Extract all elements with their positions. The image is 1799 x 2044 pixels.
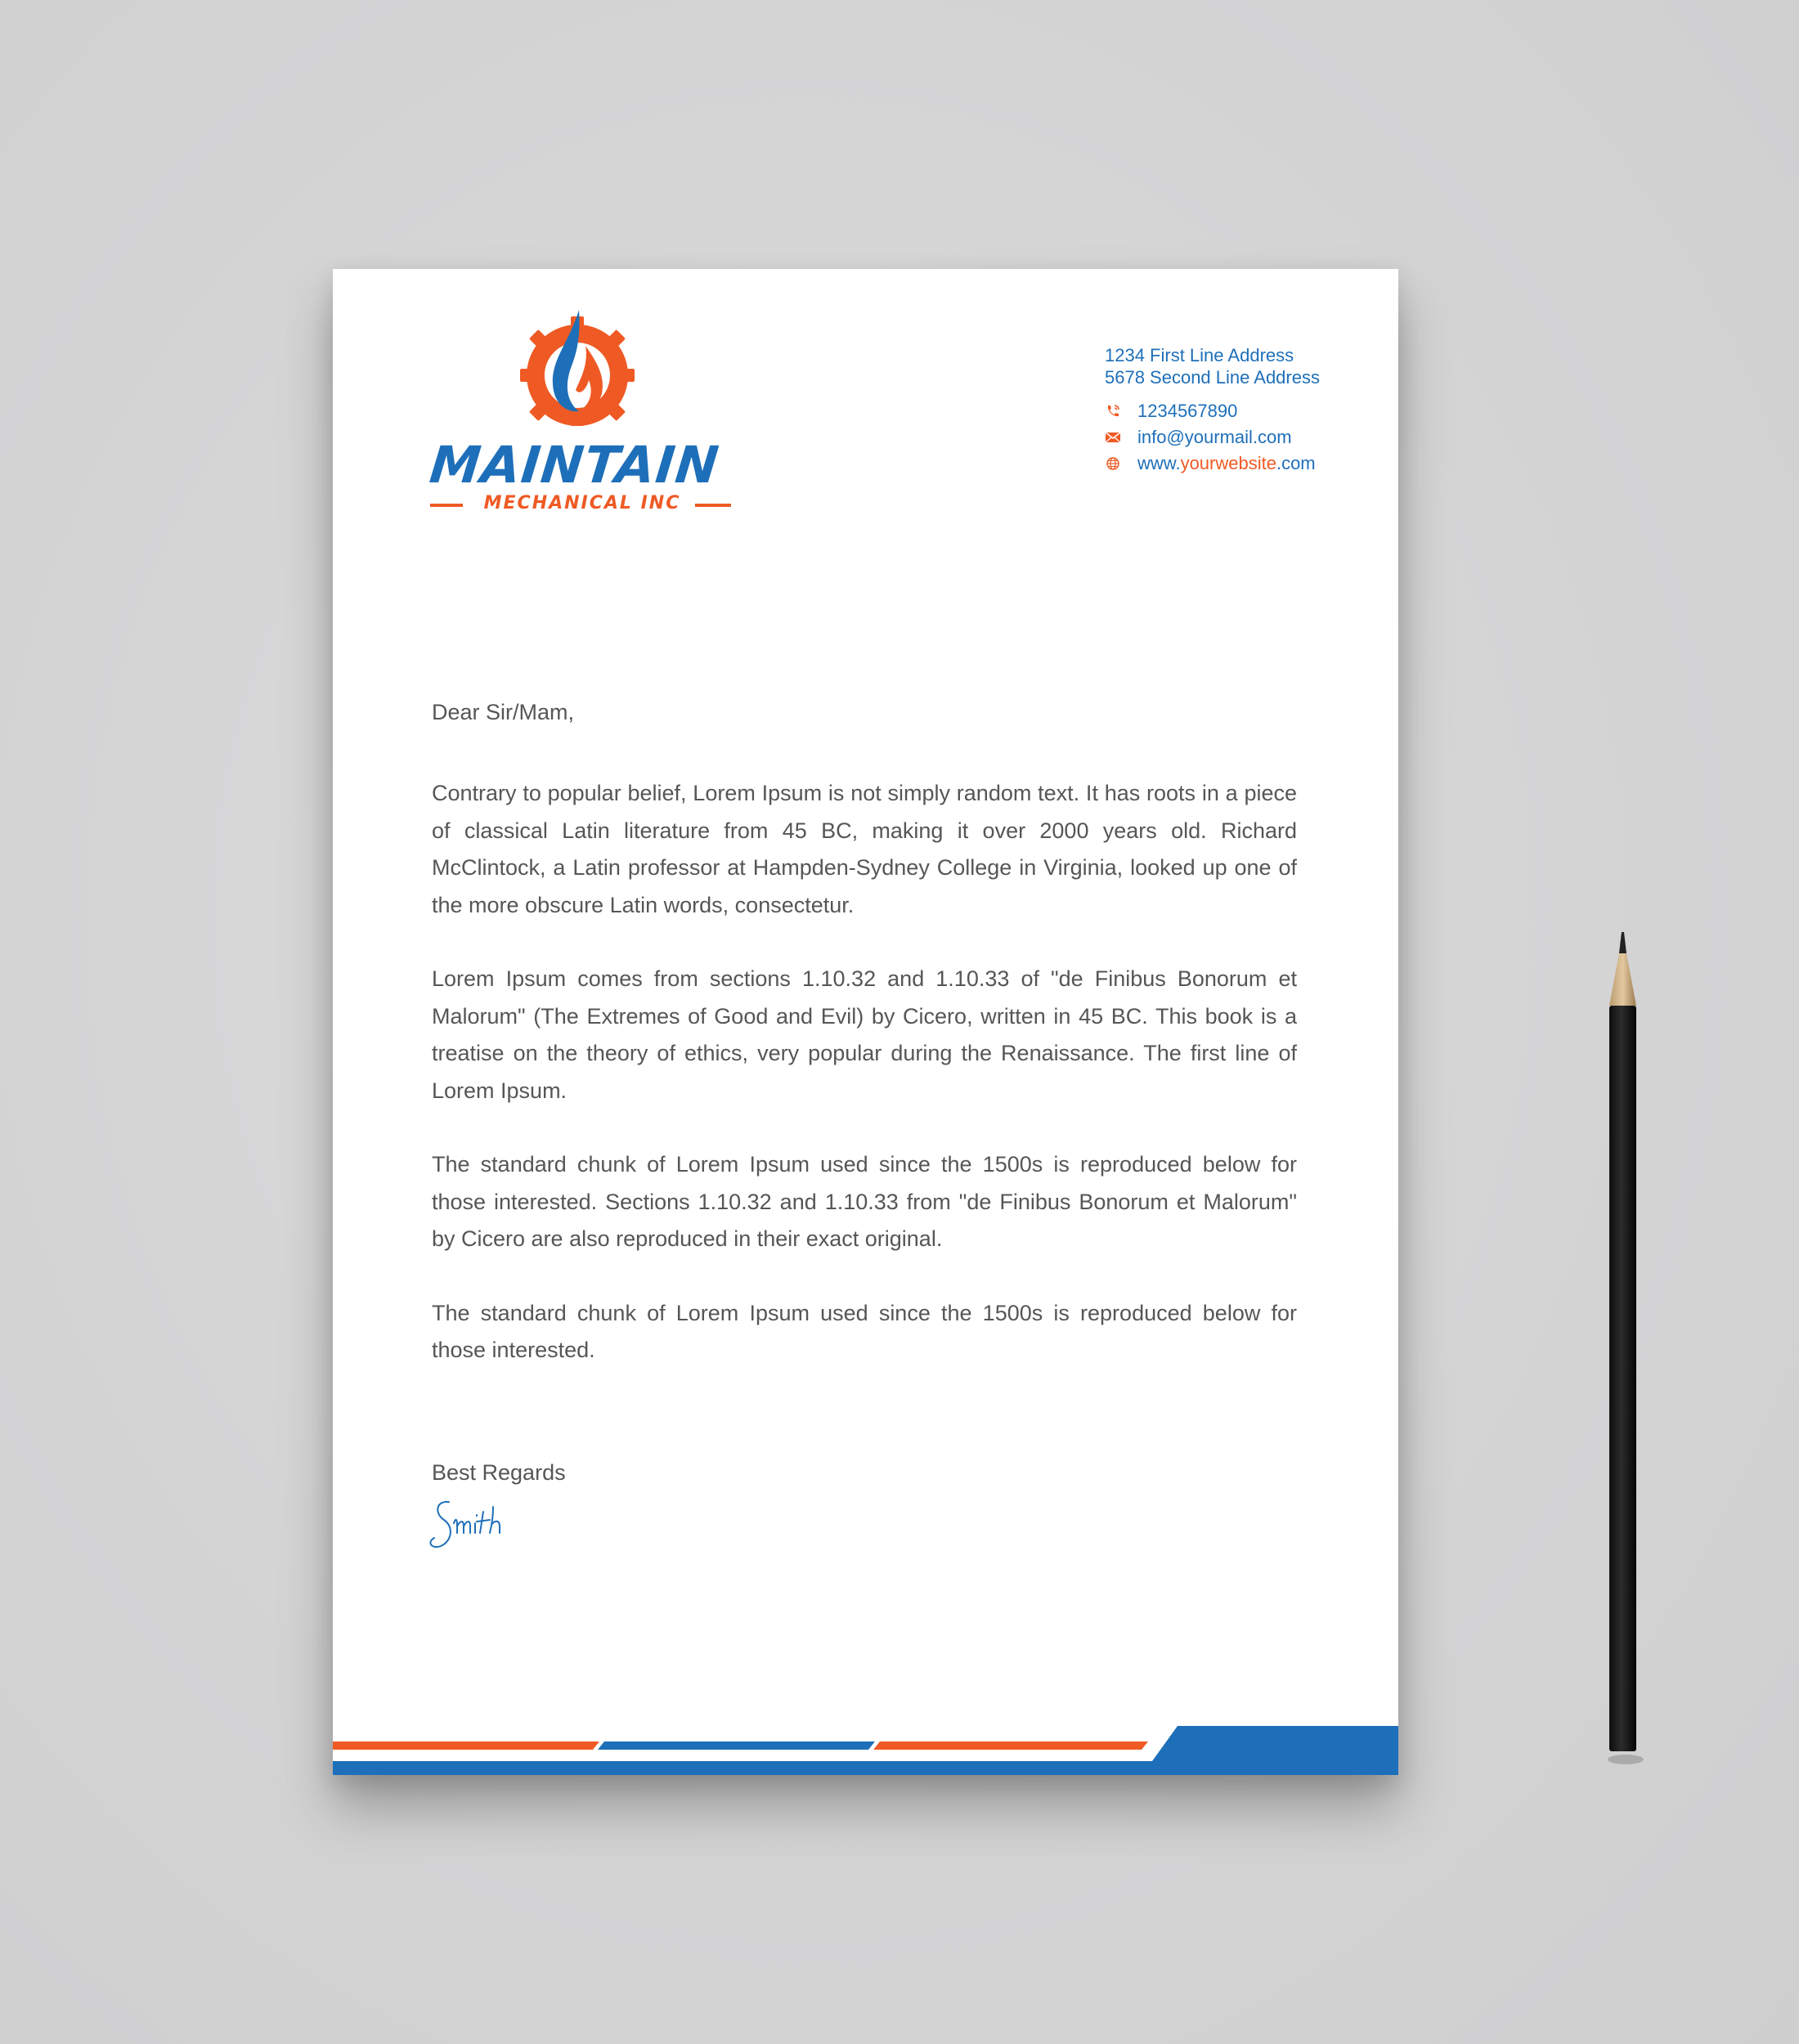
signature (424, 1495, 539, 1561)
company-tagline: MECHANICAL INC (483, 493, 681, 513)
phone-icon (1105, 405, 1121, 418)
letterhead-page (333, 269, 1398, 1775)
letter-closing: Best Regards (432, 1460, 566, 1485)
website-link[interactable] (1137, 453, 1316, 473)
address-line-1: 1234 First Line Address (1105, 345, 1294, 365)
letter-paragraph-4: The standard chunk of Lorem Ipsum used since the 1500s is reproduced below for those interested. (432, 1300, 1297, 1362)
letter-paragraph-2: Lorem Ipsum comes from sections 1.10.32 and 1.10.33 of "de Finibus Bonorum et Malorum" (The Extremes of Good and Evil) by Cicero, written in 45 BC. This book is a treatise on the theory of ethics, very popular during the Renaissance. The first line of Lorem Ipsum. (432, 966, 1297, 1103)
contact-block (1105, 344, 1375, 477)
letter-greeting: Dear Sir/Mam, (432, 700, 575, 724)
globe-icon (1105, 457, 1121, 470)
letter-paragraph-1: Contrary to popular belief, Lorem Ipsum is not simply random text. It has roots in a piece of classical Latin literature from 45 BC, making it over 2000 years old. Richard McClintock, a Latin professor at Hampden-Sydney College in Virginia, looked up one of the more obscure Latin words, consectetur. (432, 781, 1297, 917)
email-address[interactable]: info@yourmail.com (1137, 427, 1292, 447)
letter-body (432, 694, 1297, 1406)
address-block (1105, 344, 1375, 388)
letter-paragraph-3: The standard chunk of Lorem Ipsum used since the 1500s is reproduced below for those interested. Sections 1.10.32 and 1.10.33 from "de Finibus Bonorum et Malorum" by Cicero are also reproduced in their exact original. (432, 1152, 1297, 1251)
phone-row (1105, 398, 1375, 424)
phone-number[interactable]: 1234567890 (1137, 401, 1238, 421)
website-suffix: .com (1276, 453, 1316, 473)
tagline-rule-left (430, 504, 463, 507)
address-line-2: 5678 Second Line Address (1105, 367, 1320, 388)
gear-flame-icon (520, 310, 635, 433)
website-prefix: www. (1137, 453, 1181, 473)
website-row (1105, 450, 1375, 477)
company-tagline-row (430, 491, 741, 516)
company-name: MAINTAIN (427, 435, 722, 495)
email-row (1105, 424, 1375, 450)
website-domain: yourwebsite (1180, 453, 1276, 473)
envelope-icon (1105, 431, 1121, 444)
footer-stripes (333, 1726, 1398, 1775)
tagline-rule-right (695, 504, 731, 507)
pencil-prop (1599, 932, 1648, 1766)
